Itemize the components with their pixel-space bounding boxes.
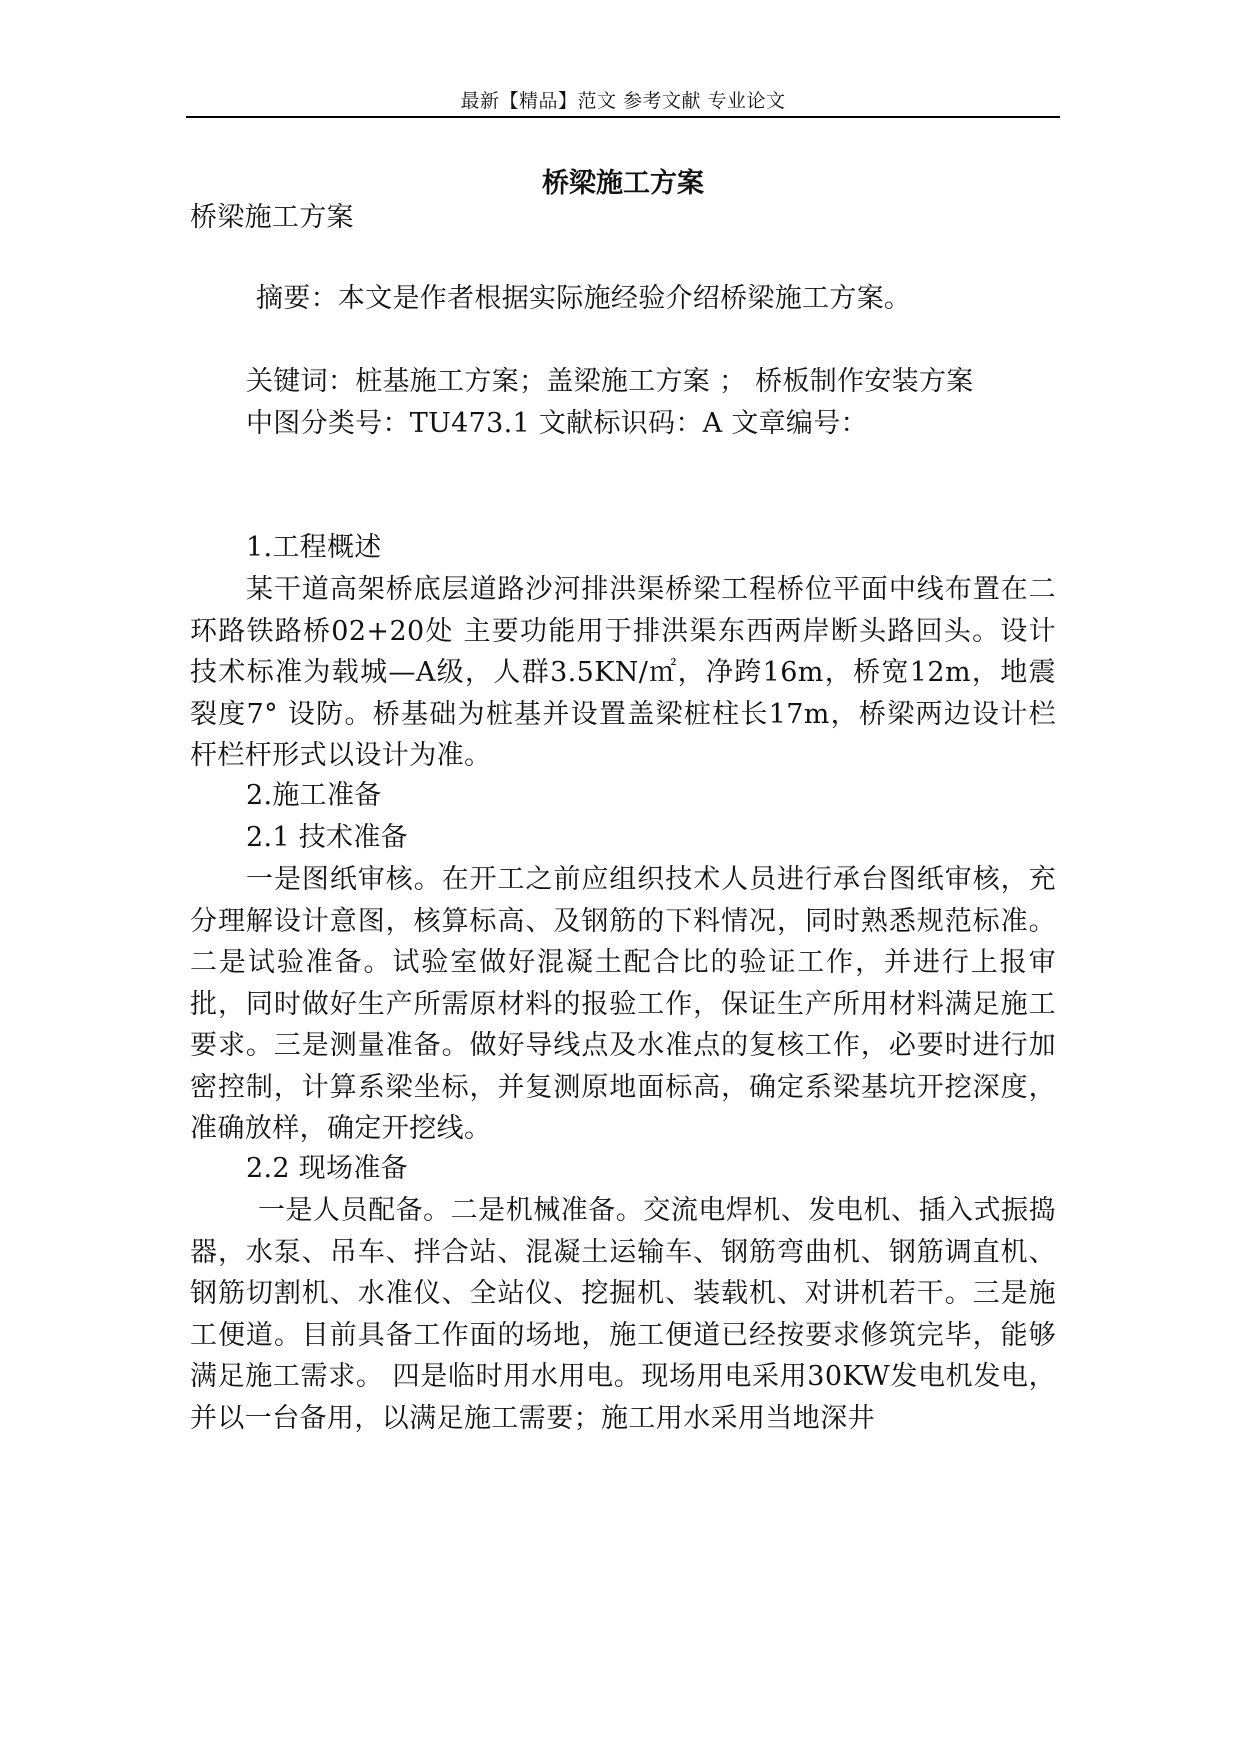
keywords: 关键词：桩基施工方案；盖梁施工方案 ； 桥板制作安装方案 <box>246 366 974 397</box>
section-heading: 1.工程概述 <box>246 532 382 563</box>
classification-info: 中图分类号：TU473.1 文献标识码：A 文章编号： <box>246 408 868 439</box>
section-paragraph: 一是图纸审核。在开工之前应组织技术人员进行承台图纸审核，充分理解设计意图，核算标高、及钢筋的下料情况，同时熟悉规范标准。二是试验准备。试验室做好混凝土配合比的验证工作，并进行上报审批，同时做好生产所需原材料的报验工作，保证生产所用材料满足施工要求。三是测量准备。做好导线点及水准点的复核工作，必要时进行加密控制，计算系梁坐标，并复测原地面标高，确定系梁基坑开挖深度，准确放样，确定开挖线。 <box>190 864 1056 1144</box>
document-title: 桥梁施工方案 <box>542 168 704 199</box>
section-heading: 2.施工准备 <box>246 780 382 811</box>
section-paragraph: 某干道高架桥底层道路沙河排洪渠桥梁工程桥位平面中线布置在二环路铁路桥02+20处 主要功能用于排洪渠东西两岸断头路回头。设计技术标准为载城—A级，人群3.5KN/㎡，净跨16m，桥宽12m，地震裂度7° 设防。桥基础为桩基并设置盖梁桩柱长17m，桥梁两边设计栏杆栏杆形式以设计为准。 <box>190 574 1056 771</box>
abstract: 摘要：本文是作者根据实际施经验介绍桥梁施工方案。 <box>256 283 912 314</box>
section-paragraph: 一是人员配备。二是机械准备。交流电焊机、发电机、插入式振捣器，水泵、吊车、拌合站、混凝土运输车、钢筋弯曲机、钢筋调直机、钢筋切割机、水准仪、全站仪、挖掘机、装载机、对讲机若干。三是施工便道。目前具备工作面的场地，施工便道已经按要求修筑完毕，能够满足施工需求。 四是临时用水用电。现场用电采用30KW发电机发电，并以一台备用，以满足施工需要；施工用水采用当地深井 <box>190 1195 1056 1434</box>
document-subtitle: 桥梁施工方案 <box>190 202 354 233</box>
header-divider <box>186 116 1060 118</box>
section-heading: 2.1 技术准备 <box>246 822 408 853</box>
section-heading: 2.2 现场准备 <box>246 1153 408 1184</box>
page-header: 最新【精品】范文 参考文献 专业论文 <box>460 90 786 112</box>
